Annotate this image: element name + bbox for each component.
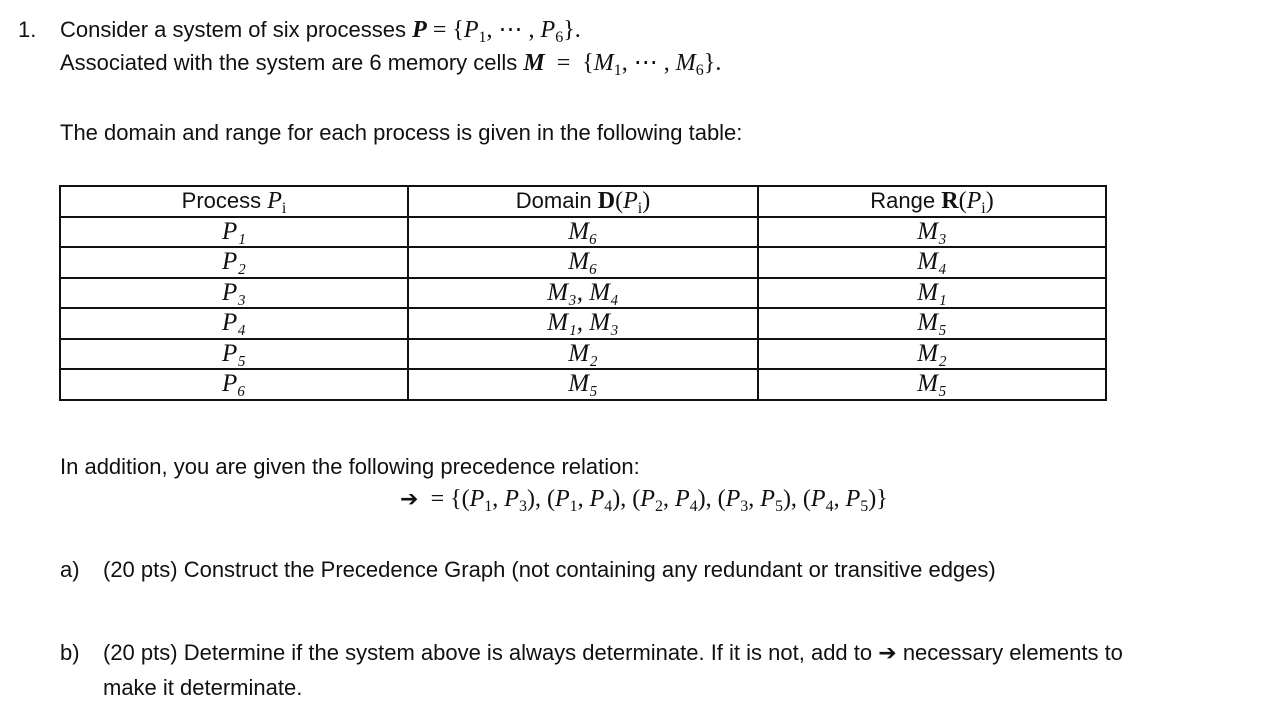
problem-number: 1. [18, 17, 37, 42]
process-cell [60, 369, 408, 400]
processes-set: $P = \{P_1$, ⋯ , $P_6$}. [412, 17, 581, 46]
part-b-line-1 [103, 639, 1123, 668]
precedence-relation: = {($P_1$, $P_3$), ($P_1$, $P_4$), ($P_2$, $P_4$), ($P_3$, $P_5$), ($P_4$, $P_5$)} [424, 486, 888, 515]
table-row [60, 278, 1106, 309]
range-cell-value: M₁ [917, 278, 947, 306]
header-process: Process $P_i$ [60, 186, 408, 217]
range-cell [758, 308, 1106, 339]
table-row [60, 339, 1106, 370]
process-cell [60, 217, 408, 248]
domain-cell [408, 339, 758, 370]
intro-line-2-text: Associated with the system are 6 memory cells [60, 50, 524, 75]
intro-line-2 [60, 49, 721, 77]
process-cell-value: P₅ [222, 339, 246, 367]
table-header-row [60, 186, 1106, 217]
part-b-label: b) [60, 640, 80, 665]
process-cell-value: P₄ [222, 309, 246, 337]
memory-set: $M = \{M_1$, ⋯ , $M_6$}. [523, 50, 722, 79]
precedence-relation-line [400, 485, 888, 514]
process-cell-value: P₆ [222, 370, 246, 398]
domain-cell [408, 247, 758, 278]
domain-range-table [59, 185, 1107, 401]
range-cell [758, 339, 1106, 370]
process-cell-value: P₂ [222, 248, 246, 276]
process-cell-value: P₁ [222, 217, 246, 245]
domain-cell-value: M₅ [568, 370, 598, 398]
domain-cell [408, 278, 758, 309]
process-cell [60, 339, 408, 370]
range-cell-value: M₃ [917, 217, 947, 245]
process-cell-value: P₃ [222, 278, 246, 306]
precedence-intro: In addition, you are given the following precedence relation: [60, 454, 640, 479]
range-cell-value: M₂ [917, 339, 947, 367]
process-cell [60, 278, 408, 309]
domain-cell [408, 217, 758, 248]
range-cell [758, 278, 1106, 309]
process-cell [60, 247, 408, 278]
intro-line-1 [60, 16, 581, 44]
domain-cell [408, 308, 758, 339]
range-cell [758, 217, 1106, 248]
part-b-text: (20 pts) Determine if the system above is always determinate. If it is not, add to [103, 640, 873, 665]
arrow-icon: ➔ [400, 487, 419, 512]
part-b-text-after-arrow: necessary elements to [902, 640, 1123, 665]
table-row [60, 369, 1106, 400]
domain-cell [408, 369, 758, 400]
range-cell [758, 369, 1106, 400]
header-domain: Domain $D(P_i)$ [408, 186, 758, 217]
process-cell [60, 308, 408, 339]
intro-line-1-text: Consider a system of six processes [60, 17, 413, 42]
range-cell-value: M₄ [917, 248, 947, 276]
domain-cell-value: M₆ [568, 217, 598, 245]
part-a-label: a) [60, 557, 80, 582]
domain-cell-value: M₁, M₃ [547, 309, 619, 337]
domain-cell-value: M₆ [568, 248, 598, 276]
table-row [60, 247, 1106, 278]
table-intro: The domain and range for each process is given in the following table: [60, 120, 743, 145]
part-b-line-2: make it determinate. [103, 675, 303, 700]
range-cell-value: M₅ [917, 309, 947, 337]
table-row [60, 217, 1106, 248]
header-range: Range $R(P_i)$ [758, 186, 1106, 217]
domain-cell-value: M₂ [568, 339, 598, 367]
part-a-text: (20 pts) Construct the Precedence Graph (not containing any redundant or transitive edges) [103, 557, 996, 582]
arrow-icon: ➔ [878, 641, 897, 666]
table-row [60, 308, 1106, 339]
range-cell-value: M₅ [917, 370, 947, 398]
range-cell [758, 247, 1106, 278]
domain-cell-value: M₃, M₄ [547, 278, 619, 306]
